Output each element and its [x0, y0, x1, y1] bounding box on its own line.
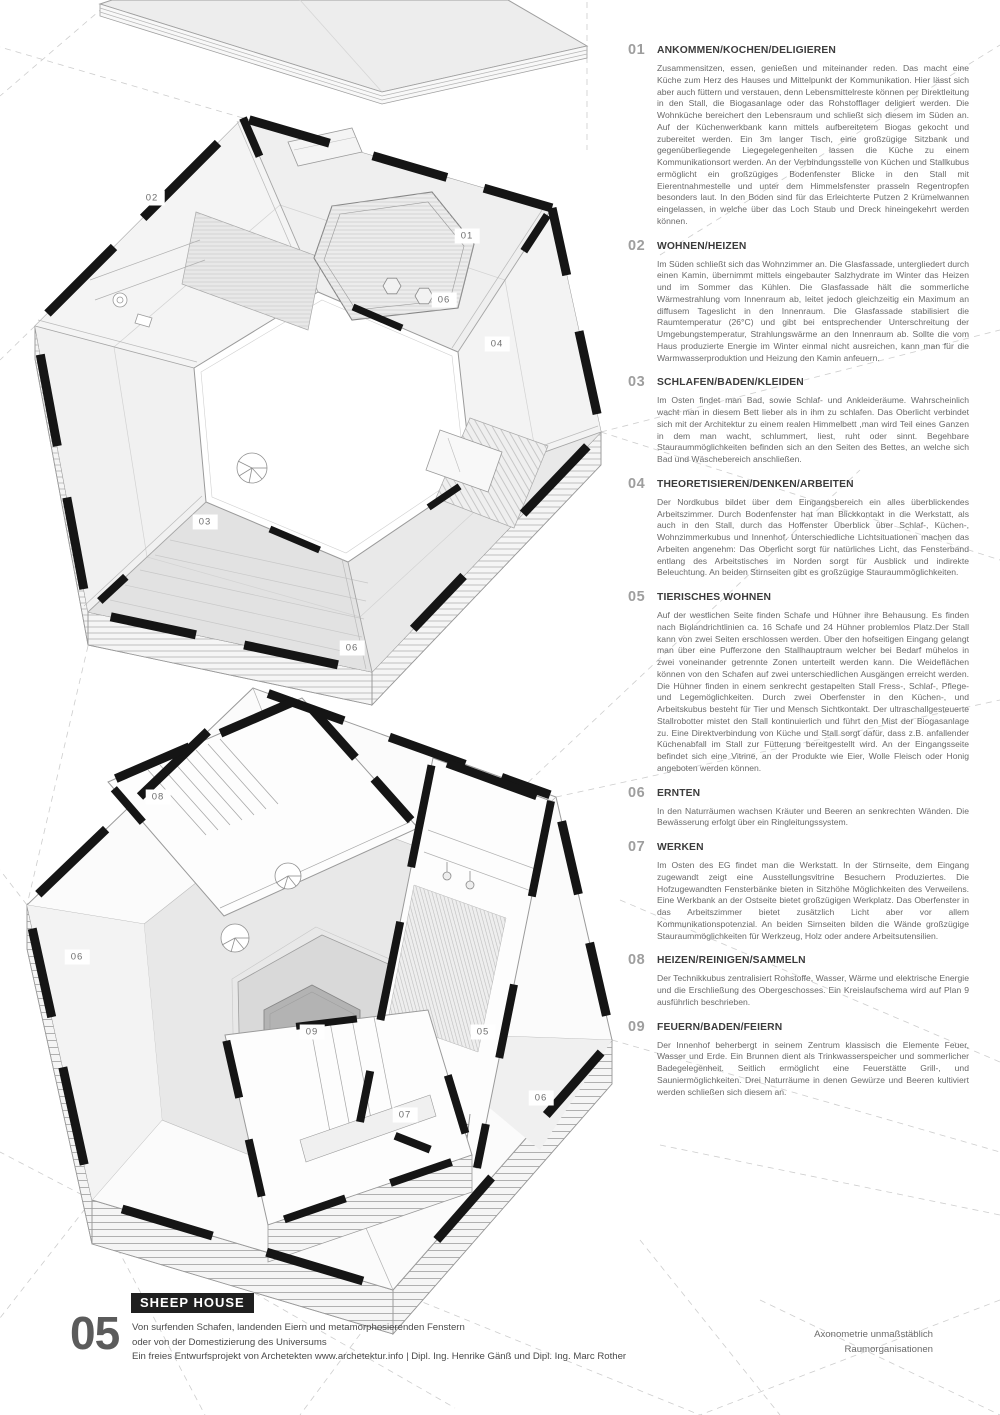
description-line-1: Von surfenden Schafen, landenden Eiern und metamorphosierenden Fenstern: [132, 1322, 465, 1333]
section-title: WOHNEN/HEIZEN: [657, 240, 747, 252]
section-number: 06: [628, 784, 646, 801]
ground-floor-svg: [0, 680, 640, 1340]
axonometric-drawing-upper-floor: [0, 0, 620, 706]
room-label-05: 05: [471, 1025, 496, 1040]
section-title: TIERISCHES WOHNEN: [657, 592, 772, 603]
section-03: [628, 374, 969, 466]
room-label-08: 08: [146, 790, 171, 805]
room-label-06-east: 06: [529, 1091, 554, 1106]
description-line-2: oder von der Domestizierung des Universums: [132, 1336, 327, 1348]
section-title: WERKEN: [657, 842, 704, 853]
sheet-number: 05: [70, 1307, 120, 1359]
roof-slab: [100, 0, 587, 104]
section-title: ANKOMMEN/KOCHEN/DELIGIEREN: [657, 45, 836, 56]
section-02: [628, 237, 969, 365]
room-label-06-upper-south: 06: [340, 641, 365, 656]
room-label-07: 07: [393, 1108, 418, 1123]
section-number: 05: [628, 589, 646, 605]
project-title-badge: SHEEP HOUSE: [131, 1293, 254, 1313]
room-label-04: 04: [485, 337, 510, 352]
note-scale: Axonometrie unmaßstäblich: [814, 1329, 933, 1340]
description-line-3: Ein freies Entwurfsprojekt von Archetekten www.archetektur.info | Dipl. Ing. Henrike Gänß und Dipl. Ing. Marc Rother: [132, 1351, 627, 1363]
section-number: 03: [628, 374, 646, 391]
room-label-03: 03: [193, 515, 218, 530]
spiral-stair-eg: [221, 924, 249, 952]
section-title: HEIZEN/REINIGEN/SAMMELN: [657, 955, 806, 967]
section-body: Zusammensitzen, essen, genießen und miteinander reden. Das macht eine Küche zum Herz des Hauses und Mittelpunkt der Kommunikation. Hier lässt sich aber auch füttern und verstauen, denn Lebensmittelreste können per Direktleitung in den Stall, die Biogasanlage oder das Rohstofflager deligiert werden. Die Wohnküche bereichert den Lebensraum und schließt sich diesem im Süden an. Auf der Küchenwerkbank kann mittels aufbereitetem Biogas gekocht und zubereitet werden. Ein 3m langer Tisch, eine großzügige Sitzbank und gegenüberliegende Liegegelegenheiten lassen die Küche zu einem Kommunikationsort werden. An der Verbindungsstelle von Küchen und Stallkubus ermöglicht ein großzügiges Bodenfenster Blicke in den Stall mit Eierentnahmestelle und unter dem Himmelsfenster prasseln Regentropfen besonders laut. In den Boden sind für das Erleichterte Putzen 2 Krümelwannen eingelassen, in welche über das Loch Staub und Dreck hineingekehrt werden können.: [657, 63, 969, 226]
section-08: [628, 952, 969, 1008]
room-label-01: 01: [455, 229, 480, 244]
note-content: Raumorganisationen: [844, 1344, 933, 1355]
room-label-02: 02: [140, 191, 165, 206]
section-body: Der Technikkubus zentralisiert Rohstoffe, Wasser, Wärme und elektrische Energie und die Erschließung des Obergeschosses. Ein Kreislaufschema wird auf Plan 9 ausführlich beschrieben.: [657, 973, 969, 1007]
project-description: [132, 1321, 626, 1365]
section-title: FEUERN/BADEN/FEIERN: [657, 1021, 783, 1033]
section-number: 02: [628, 237, 646, 254]
section-01: [628, 42, 969, 228]
section-body: Im Süden schließt sich das Wohnzimmer an. Die Glasfassade, untergliedert durch einen Kamin, übernimmt mittels eingebauter Salzhydrate im Winter das Heizen und im Sommer das Kühlen. Die Glasfassade hält die sommerliche Wärmestrahlung vom Innenraum ab, leitet jedoch gleichzeitig ein Maximum an diffusem Tageslicht in den Innenraum. Die Glasfassade stabilisiert die Raumtemperatur (26°C) und gibt bei entsprechender Unterschreitung der Umgebungstemperatur, Strahlungswärme an den Innenraum ab. Sollte die vom Haus produzierte Energie im Winter einmal nicht ausreichen, kann man für die Warmwasserproduktion und Heizung den Kamin anfeuern.: [657, 258, 969, 363]
section-body: Im Osten des EG findet man die Werkstatt. In der Stirnseite, dem Eingang zugewandt zeigt eine Ausstellungsvitrine Besuchern Produziertes. Die Hofzugewandten Fensterbänke bieten in Sitzhöhe Möglichkeiten des Verweilens. Eine Werkbank an der Ostseite bietet großzügigen Werkplatz. Das Oberfenster in das Arbeitszimmer bietet zusätzlich Licht aber vor allem Kommunikationspotenzial. An beiden Sirnseiten bilden die Wände großzügige Stauraummöglichkeiten für Werkzeug, Holz oder andere Arbeitsutensilien.: [657, 860, 969, 941]
room-label-09: 09: [300, 1025, 325, 1040]
section-body: Im Osten findet man Bad, sowie Schlaf- und Ankleideräume. Wahrscheinlich wacht man in diesem Bett lieber als in ihm zu schlafen. Das Oberlicht verbindet sich mit der Architektur zu einem realen Himmelbett ,man wird Teil eines Ganzen in dem man wacht, schlummert, liest, ruht oder sinnt. Begehbare Stauraummöglichkeiten befinden sich an den Seiten des Bettes, an welche sich Bad und Wäschebereich anschließen.: [657, 395, 969, 464]
section-number: 04: [628, 475, 646, 492]
section-number: 09: [628, 1018, 646, 1035]
section-body: In den Naturräumen wachsen Kräuter und Beeren an senkrechten Wänden. Die Bewässerung erfolgt über ein Ringleitungssystem.: [657, 805, 969, 828]
section-09: [628, 1018, 969, 1099]
section-title: THEORETISIEREN/DENKEN/ARBEITEN: [657, 478, 854, 490]
section-body: Auf der westlichen Seite finden Schafe und Hühner ihre Behausung. Es finden nach Biolandrichtlinien ca. 16 Schafe und 24 Hühner problemlos Platz.Der Stall kann von zwei Seiten erschlossen werden. Über den hofseitigen Eingang gelangt man über eine Pufferzone den Stallhauptraum welcher bei Bedarf mühelos in zwei voneinander getrennte Zonen unterteilt werden kann. Die Weideflächen können von den Schafen auf zwei unterschiedlichen Ausgängen erreicht werden. Die Hühner finden in einem senkrecht gestapelten Stall Fress-, Schlaf-, Pflege- und Legemöglichkeiten. Durch zwei Oberfenster in den Küchen-, und Arbeitskubus besteht für Tier und Mensch Sichtkontakt. Der ultraschallgesteuerte Stallrobotter mistet den Stall kontinuierlich und führt den Mist der Biogasanlage zu. Eine Direktverbindung von Küche und Stall sorgt dafür, dass z.B. anfallender Küchenabfall im Stall zur Fütterung bereitgestellt wird. An der Eingangsseite befindet sich eine Vitrine, an der Produkte wie Eier, Wolle Fleisch oder Honig angeboten werden können.: [657, 610, 969, 773]
room-label-06-west: 06: [65, 950, 90, 965]
room-label-06-upper: 06: [432, 293, 457, 308]
axonometric-drawing-ground-floor: [0, 680, 640, 1340]
section-07: [628, 839, 969, 942]
section-body: Der Innenhof beherbergt in seinem Zentrum klassisch die Elemente Feuer, Wasser und Erde. Ein Brunnen dient als Trinkwasserspeicher und sommerlicher Badegelegenheit. Seitlich ermöglicht eine Feuerstätte Grill-, und Sauniermöglichkeiten. Drei Naturräume in denen Gewürze und Beeren kultiviert werden schließen sich diesem an.: [657, 1039, 969, 1097]
section-05: [628, 589, 969, 775]
section-title: ERNTEN: [657, 787, 701, 799]
section-06: [628, 784, 969, 830]
description-column: [628, 42, 969, 1111]
section-number: 01: [628, 42, 646, 58]
upper-floor-svg: [0, 0, 620, 706]
spiral-stair: [237, 453, 267, 483]
section-number: 07: [628, 839, 646, 855]
section-body: Der Nordkubus bildet über dem Eingangsbereich ein alles überblickendes Arbeitszimmer. Durch Bodenfenster hat man Blickkontakt in die Werkstatt, als auch in den Stall, durch das Hoffenster Überblick über Schlaf-, Küchen-, Wohnzimmerkubus und Innenhof. Unterschiedliche Lichtsituationen machen das Arbeiten angenehm: Das Oberlicht sorgt für natürliches Licht, das Fensterband entlang des Arbeitstisches im Norden sorgt für Ausblick und indirekte Beleuchtung. An beiden Stirnseiten gibt es großzügige Stauraummöglichkeiten.: [657, 496, 969, 578]
section-number: 08: [628, 952, 646, 969]
section-title: SCHLAFEN/BADEN/KLEIDEN: [657, 377, 804, 389]
section-04: [628, 475, 969, 579]
sheet-notes: [814, 1327, 933, 1357]
